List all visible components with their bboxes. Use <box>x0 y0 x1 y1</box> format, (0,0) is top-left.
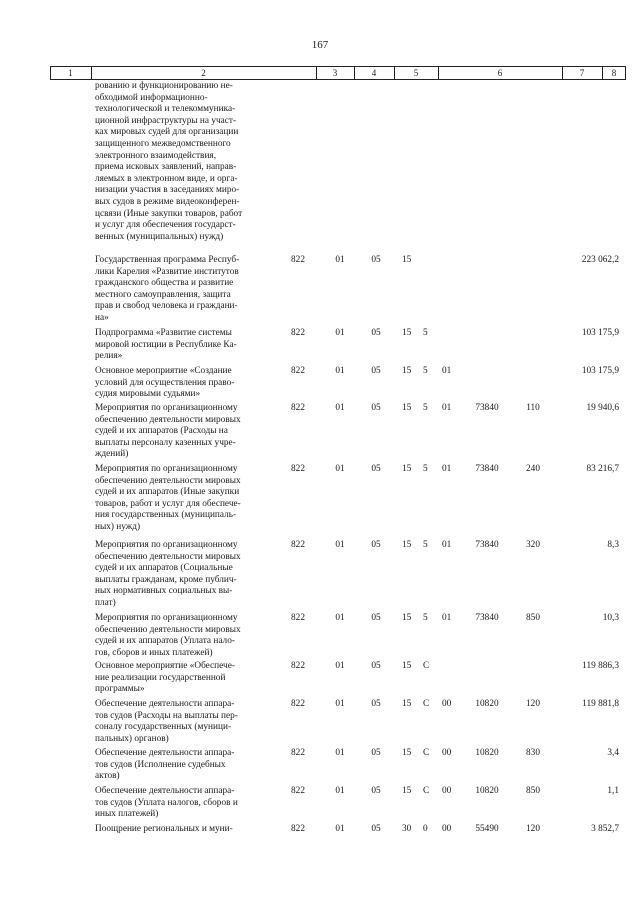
cell-amount: 103 175,9 <box>581 328 619 338</box>
cell-direction: 55490 <box>475 824 499 834</box>
row-name: Мероприятия по организационному обеспечению деятельности мировых судей и их аппаратов (Социальные выплаты гражданам, кроме публич- ных нормативных социальных вы- плат) <box>95 540 241 608</box>
cell-col-5: 05 <box>371 403 381 413</box>
cell-main-event: 01 <box>442 613 452 623</box>
cell-col-3: 822 <box>291 403 305 413</box>
cell-program: 15 <box>402 786 412 796</box>
cell-subprogram: 0 <box>423 824 428 834</box>
cell-program: 15 <box>402 661 412 671</box>
cell-col-5: 05 <box>371 748 381 758</box>
cell-amount: 3,4 <box>607 748 619 758</box>
cell-direction: 10820 <box>475 748 499 758</box>
cell-program: 15 <box>402 255 412 265</box>
cell-col-7: 850 <box>526 613 540 623</box>
cell-amount: 1,1 <box>607 786 619 796</box>
header-col-4: 4 <box>371 68 377 78</box>
cell-amount: 10,3 <box>602 613 619 623</box>
cell-direction: 10820 <box>475 786 499 796</box>
header-col-3: 3 <box>332 68 338 78</box>
cell-col-4: 01 <box>335 255 345 265</box>
cell-amount: 83 216,7 <box>586 464 619 474</box>
cell-col-3: 822 <box>291 613 305 623</box>
header-col-5: 5 <box>413 68 419 78</box>
cell-col-3: 822 <box>291 328 305 338</box>
header-col-6: 6 <box>497 68 503 78</box>
cell-col-3: 822 <box>291 699 305 709</box>
cell-direction: 10820 <box>475 699 499 709</box>
cell-direction: 73840 <box>475 613 499 623</box>
cell-subprogram: 5 <box>423 403 428 413</box>
row-name: Поощрение региональных и муни- <box>95 824 233 834</box>
cell-subprogram: С <box>423 661 430 671</box>
table-row <box>0 699 640 744</box>
page-number: 167 <box>311 39 329 51</box>
cell-col-3: 822 <box>291 748 305 758</box>
row-name: Основное мероприятие «Создание условий для осуществления право- судия мировыми судьями» <box>95 366 235 400</box>
cell-col-3: 822 <box>291 540 305 550</box>
cell-col-3: 822 <box>291 366 305 376</box>
cell-program: 15 <box>402 366 412 376</box>
cell-program: 30 <box>402 824 412 834</box>
cell-subprogram: 5 <box>423 540 428 550</box>
cell-col-7: 320 <box>526 540 540 550</box>
cell-col-5: 05 <box>371 613 381 623</box>
cell-amount: 119 881,8 <box>582 699 619 709</box>
continued-row-text: рованию и функционированию не- обходимой информационно- технологической и телекоммуника- ционной инфраструктуры на участ- ках мировых судей для организации защищенного межведомственного электронного взаимодействия, приема исковых заявлений, направ- ляемых в электронном виде, и орга- низации участия в заседаниях миро- вых судов в режиме видеоконферен- цсвязи (Иные закупки товаров, работ и услуг для обеспечения государст- венных (муниципальных) нужд) <box>95 81 243 242</box>
cell-col-7: 110 <box>526 403 540 413</box>
cell-col-7: 830 <box>526 748 540 758</box>
cell-program: 15 <box>402 748 412 758</box>
cell-main-event: 01 <box>442 464 452 474</box>
cell-col-3: 822 <box>291 464 305 474</box>
cell-col-5: 05 <box>371 699 381 709</box>
cell-col-7: 240 <box>526 464 540 474</box>
cell-amount: 119 886,3 <box>582 661 619 671</box>
table-row <box>0 464 640 532</box>
table-row <box>0 366 640 400</box>
cell-col-4: 01 <box>335 786 345 796</box>
cell-main-event: 01 <box>442 366 452 376</box>
cell-program: 15 <box>402 699 412 709</box>
cell-main-event: 00 <box>442 748 452 758</box>
cell-col-4: 01 <box>335 540 345 550</box>
table-row <box>0 255 640 323</box>
table-row <box>0 661 640 695</box>
table-row <box>0 748 640 782</box>
table-row <box>0 328 640 362</box>
cell-subprogram: 5 <box>423 366 428 376</box>
cell-main-event: 00 <box>442 786 452 796</box>
cell-main-event: 01 <box>442 540 452 550</box>
cell-col-3: 822 <box>291 661 305 671</box>
cell-col-4: 01 <box>335 748 345 758</box>
cell-amount: 3 852,7 <box>591 824 619 834</box>
cell-program: 15 <box>402 464 412 474</box>
cell-col-4: 01 <box>335 328 345 338</box>
cell-program: 15 <box>402 403 412 413</box>
header-col-7: 7 <box>579 68 585 78</box>
cell-subprogram: 5 <box>423 613 428 623</box>
cell-subprogram: 5 <box>423 328 428 338</box>
cell-col-4: 01 <box>335 661 345 671</box>
cell-main-event: 00 <box>442 699 452 709</box>
row-name: Мероприятия по организационному обеспечению деятельности мировых судей и их аппаратов (Уплата нало- гов, сборов и иных платежей) <box>95 613 241 658</box>
cell-main-event: 00 <box>442 824 452 834</box>
cell-col-7: 850 <box>526 786 540 796</box>
cell-col-4: 01 <box>335 699 345 709</box>
cell-main-event: 01 <box>442 403 452 413</box>
cell-col-4: 01 <box>335 824 345 834</box>
header-col-2: 2 <box>201 68 206 78</box>
table-row <box>0 786 640 820</box>
row-name: Основное мероприятие «Обеспече- ние реализации государственной программы» <box>95 661 235 695</box>
cell-col-5: 05 <box>371 464 381 474</box>
row-name: Мероприятия по организационному обеспечению деятельности мировых судей и их аппаратов (Расходы на выплаты персоналу казенных учре- ждений) <box>95 403 241 460</box>
header-col-1: 1 <box>68 68 73 78</box>
cell-col-4: 01 <box>335 403 345 413</box>
cell-amount: 19 940,6 <box>586 403 619 413</box>
cell-subprogram: С <box>423 786 430 796</box>
cell-program: 15 <box>402 613 412 623</box>
cell-direction: 73840 <box>475 464 499 474</box>
cell-col-5: 05 <box>371 786 381 796</box>
cell-subprogram: С <box>423 748 430 758</box>
cell-col-3: 822 <box>291 255 305 265</box>
cell-col-5: 05 <box>371 255 381 265</box>
cell-col-7: 120 <box>526 699 540 709</box>
cell-direction: 73840 <box>475 403 499 413</box>
cell-direction: 73840 <box>475 540 499 550</box>
row-name: Подпрограмма «Развитие системы мировой юстиции в Республике Ка- релия» <box>95 328 237 362</box>
cell-amount: 103 175,9 <box>581 366 619 376</box>
row-name: Обеспечение деятельности аппара- тов судов (Уплата налогов, сборов и иных платежей) <box>95 786 238 820</box>
cell-col-4: 01 <box>335 464 345 474</box>
row-name: Мероприятия по организационному обеспечению деятельности мировых судей и их аппаратов (Иные закупки товаров, работ и услуг для обеспече- ния государственных (муниципаль- ных) нужд) <box>95 464 241 532</box>
cell-col-5: 05 <box>371 824 381 834</box>
cell-col-5: 05 <box>371 366 381 376</box>
cell-col-4: 01 <box>335 613 345 623</box>
cell-col-3: 822 <box>291 824 305 834</box>
cell-amount: 223 062,2 <box>581 255 619 265</box>
table-row <box>0 824 640 844</box>
table-row <box>0 540 640 608</box>
cell-col-3: 822 <box>291 786 305 796</box>
cell-col-5: 05 <box>371 661 381 671</box>
header-col-8: 8 <box>611 68 617 78</box>
cell-col-7: 120 <box>526 824 540 834</box>
table-row <box>0 403 640 460</box>
cell-col-4: 01 <box>335 366 345 376</box>
table-header <box>50 66 626 80</box>
cell-col-5: 05 <box>371 328 381 338</box>
row-name: Государственная программа Респуб- лики Карелия «Развитие институтов гражданского общества и развитие местного самоуправления, защита прав и свобод человека и граждани- на» <box>95 255 240 323</box>
cell-amount: 8,3 <box>607 540 619 550</box>
cell-program: 15 <box>402 540 412 550</box>
cell-subprogram: С <box>423 699 430 709</box>
row-name: Обеспечение деятельности аппара- тов судов (Расходы на выплаты пер- соналу государственных (муници- пальных) органов) <box>95 699 238 744</box>
row-name: Обеспечение деятельности аппара- тов судов (Исполнение судебных актов) <box>95 748 235 782</box>
table-row <box>0 613 640 658</box>
cell-program: 15 <box>402 328 412 338</box>
cell-subprogram: 5 <box>423 464 428 474</box>
cell-col-5: 05 <box>371 540 381 550</box>
